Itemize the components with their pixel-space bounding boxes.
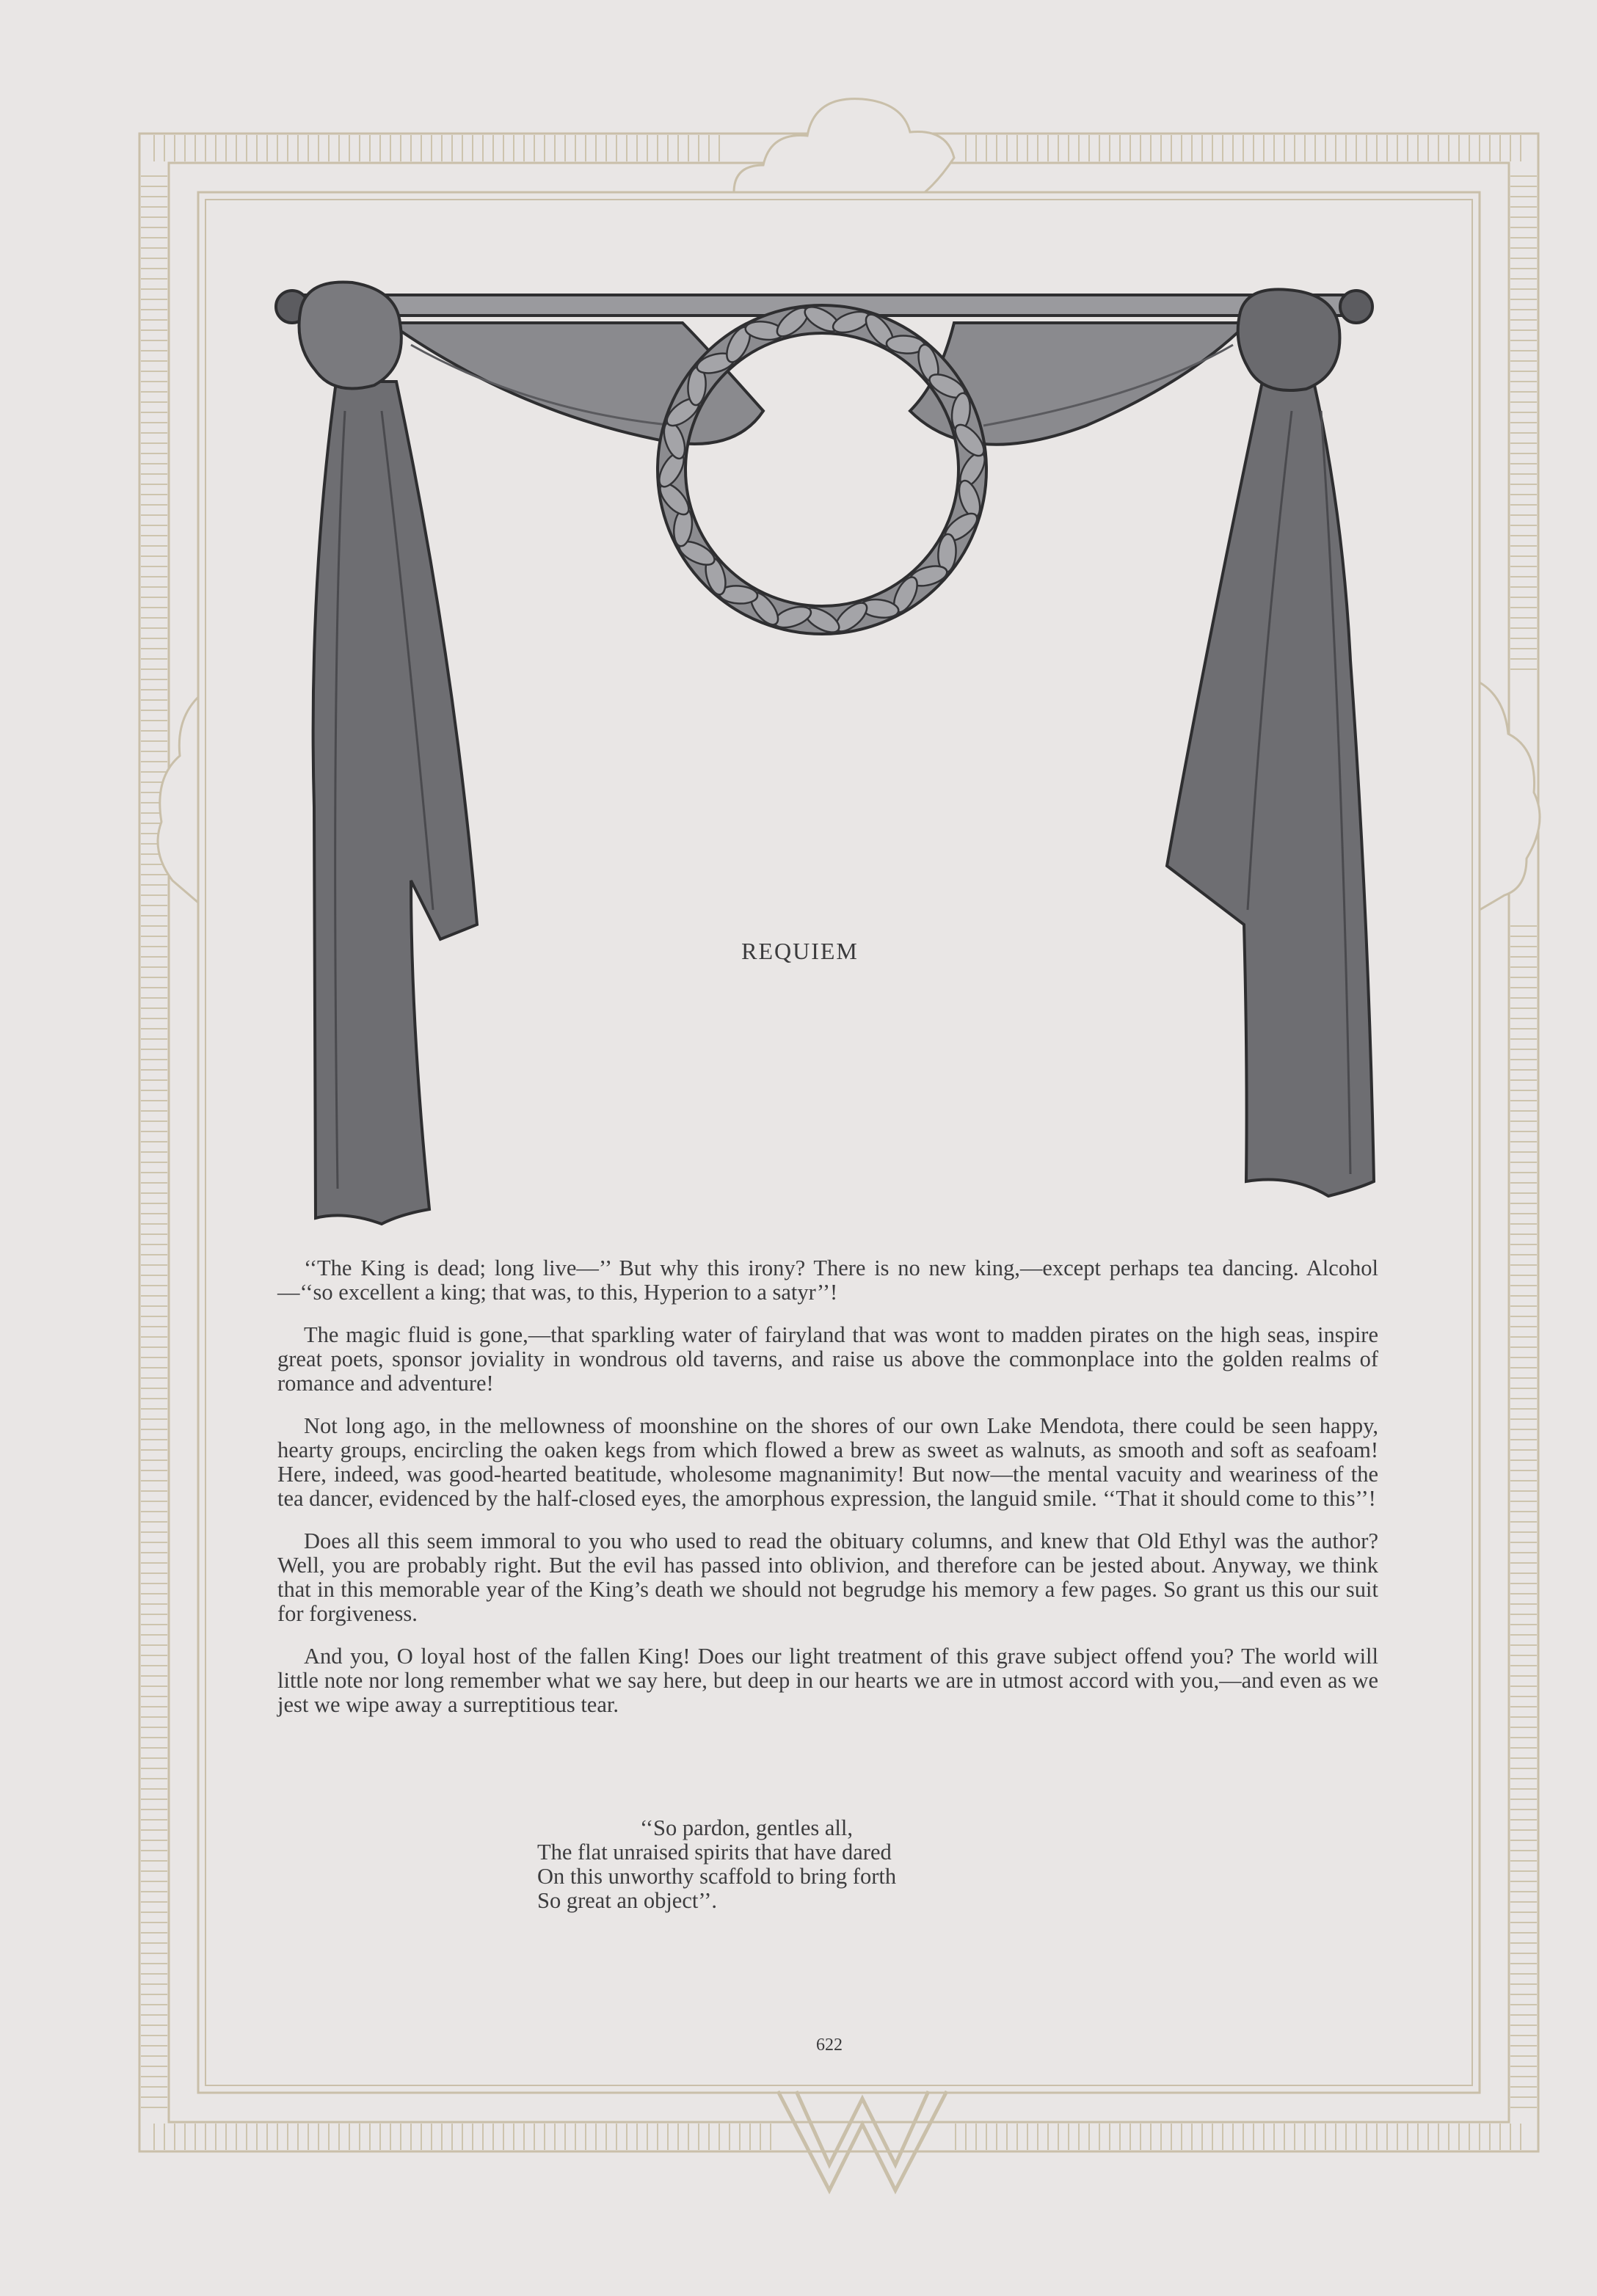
drapery-illustration (276, 282, 1374, 1224)
paragraph: ‘‘The King is dead; long live—’’ But why this irony? There is no new king,—except perhaps tea dancing. Alcohol—‘‘so excellent a king; that was, to this, Hyperion to a satyr’’! (277, 1255, 1378, 1305)
cloud-ornament-top (734, 99, 954, 192)
paragraph: And you, O loyal host of the fallen King! Does our light treatment of this grave subject offend you? The world will little note nor long remember what we say here, but deep in our hearts we are in utmost accord with you,—and even as we jest we wipe away a surreptitious tear. (277, 1644, 1378, 1717)
paragraph: Does all this seem immoral to you who used to read the obituary columns, and knew that Old Ethyl was the author? Well, you are probably right. But the evil has passed into oblivion, and therefore can be jested about. Anyway, we think that in this memorable year of the King’s death we should not begrudge his memory a few pages. So grant us this our suit for forgiveness. (277, 1528, 1378, 1626)
monogram-w-ornament (778, 2091, 947, 2190)
verse-line: On this unworthy scaffold to bring forth (537, 1864, 897, 1889)
verse-line: ‘‘So pardon, gentles all, (640, 1815, 853, 1840)
page-title: REQUIEM (741, 938, 859, 964)
page-number: 622 (816, 2036, 843, 2055)
paragraph: The magic fluid is gone,—that sparkling water of fairyland that was wont to madden pirates on the high seas, inspire great poets, sponsor joviality in wondrous old taverns, and raise us above the commonplace into the golden realms of romance and adventure! (277, 1322, 1378, 1396)
verse-line: So great an object’’. (537, 1888, 718, 1913)
paragraph: Not long ago, in the mellowness of moonshine on the shores of our own Lake Mendota, there could be seen happy, hearty groups, encircling the oaken kegs from which flowed a brew as sweet as walnuts, as smooth and soft as seafoam! Here, indeed, was good-hearted beatitude, wholesome magnanimity! But now—the mental vacuity and weariness of the tea dancer, evidenced by the half-closed eyes, the amorphous expression, the languid smile. ‘‘That it should come to this’’! (277, 1413, 1378, 1511)
verse-quotation (537, 1816, 1051, 1913)
body-text (277, 1256, 1378, 1735)
cloud-ornament-left (158, 697, 198, 903)
verse-line: The flat unraised spirits that have dared (537, 1840, 892, 1865)
